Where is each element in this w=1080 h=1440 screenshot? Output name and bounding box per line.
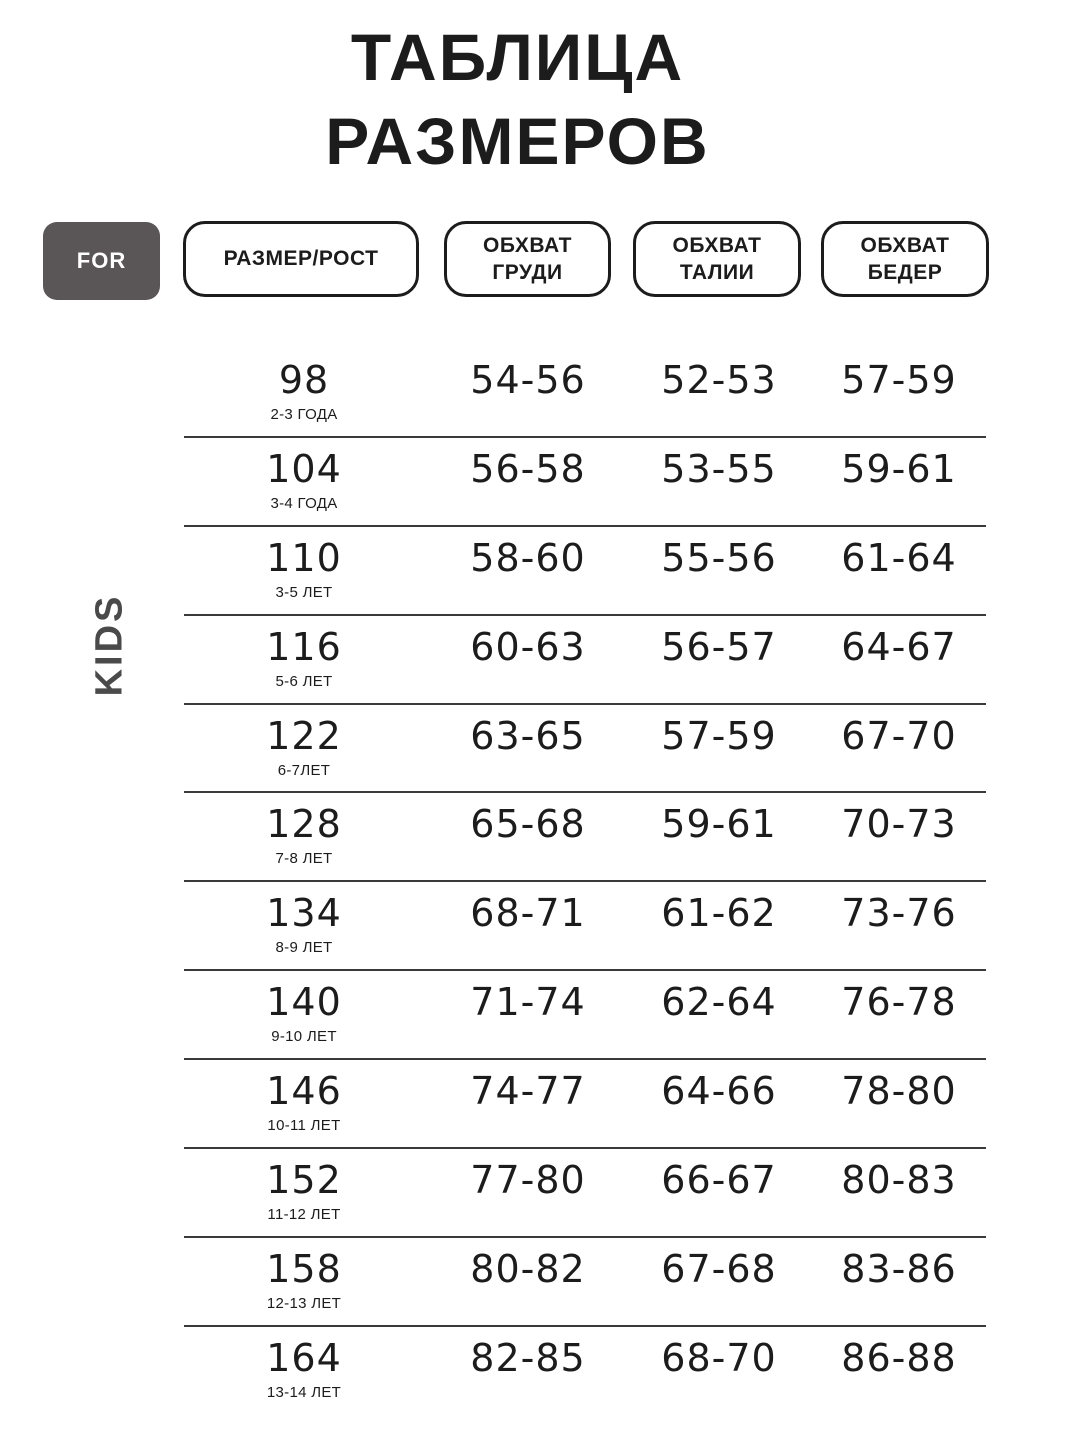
age-range: 2-3 ГОДА (270, 406, 338, 423)
chest-value: 71-74 (470, 980, 586, 1025)
table-row (0, 1149, 1080, 1238)
size-cell (184, 713, 424, 779)
size-value: 110 (266, 535, 342, 580)
size-cell (184, 1069, 424, 1135)
age-range: 9-10 ЛЕТ (271, 1028, 337, 1046)
table-row (0, 1238, 1080, 1327)
size-cell (184, 802, 424, 868)
hips-value: 78-80 (841, 1069, 957, 1114)
waist-value: 57-59 (661, 713, 777, 758)
hips-value: 61-64 (841, 535, 957, 580)
header-chest: ОБХВАТ ГРУДИ (444, 221, 611, 297)
hips-value: 86-88 (841, 1335, 957, 1380)
hips-value: 70-73 (841, 802, 957, 847)
hips-value: 59-61 (841, 446, 957, 491)
table-row (0, 882, 1080, 971)
size-cell (184, 1158, 424, 1224)
hips-value: 57-59 (841, 358, 957, 402)
chest-value: 56-58 (470, 446, 586, 491)
size-value: 98 (278, 358, 330, 402)
waist-value: 55-56 (661, 535, 777, 580)
age-range: 8-9 ЛЕТ (275, 939, 333, 957)
waist-value: 64-66 (661, 1069, 777, 1114)
chest-value: 60-63 (470, 624, 586, 669)
table-row (0, 1327, 1080, 1416)
hips-value: 83-86 (841, 1246, 957, 1291)
table-row (0, 349, 1080, 438)
chest-value: 63-65 (470, 713, 586, 758)
chest-value: 58-60 (470, 535, 586, 580)
waist-value: 53-55 (661, 446, 777, 491)
size-cell (184, 446, 424, 512)
size-cell (184, 535, 424, 601)
age-range: 6-7ЛЕТ (277, 761, 331, 779)
for-badge: FOR (43, 222, 160, 300)
header-hips: ОБХВАТ БЕДЕР (821, 221, 989, 297)
chest-value: 80-82 (470, 1246, 586, 1291)
size-value: 164 (266, 1335, 342, 1380)
waist-value: 52-53 (661, 358, 777, 402)
size-value: 128 (266, 802, 342, 847)
age-range: 7-8 ЛЕТ (275, 850, 333, 868)
chest-value: 74-77 (470, 1069, 586, 1114)
table-row (0, 1060, 1080, 1149)
waist-value: 61-62 (661, 891, 777, 936)
size-value: 104 (266, 446, 342, 491)
header-waist: ОБХВАТ ТАЛИИ (633, 221, 801, 297)
size-cell (184, 891, 424, 957)
chest-value: 54-56 (470, 358, 586, 402)
waist-value: 66-67 (661, 1158, 777, 1203)
hips-value: 67-70 (841, 713, 957, 758)
table-row (0, 705, 1080, 794)
waist-value: 68-70 (661, 1335, 777, 1380)
chest-value: 77-80 (470, 1158, 586, 1203)
age-range: 12-13 ЛЕТ (266, 1294, 342, 1312)
chest-value: 68-71 (470, 891, 586, 936)
age-range: 3-4 ГОДА (270, 494, 338, 512)
chest-value: 65-68 (470, 802, 586, 847)
hips-value: 64-67 (841, 624, 957, 669)
size-cell (184, 1335, 424, 1401)
size-cell (184, 624, 424, 690)
age-range: 11-12 ЛЕТ (267, 1206, 341, 1224)
size-value: 122 (266, 713, 342, 758)
waist-value: 62-64 (661, 980, 777, 1025)
age-range: 3-5 ЛЕТ (275, 583, 333, 601)
table-row (0, 438, 1080, 527)
size-value: 152 (266, 1158, 342, 1203)
size-cell (184, 980, 424, 1046)
age-range: 13-14 ЛЕТ (266, 1383, 342, 1401)
age-range: 5-6 ЛЕТ (275, 672, 333, 690)
header-size-height: РАЗМЕР/РОСТ (183, 221, 419, 297)
table-row (0, 971, 1080, 1060)
hips-value: 73-76 (841, 891, 957, 936)
hips-value: 76-78 (841, 980, 957, 1025)
page-title-line-1: ТАБЛИЦА (350, 20, 685, 94)
size-value: 140 (266, 980, 342, 1025)
size-cell (184, 1246, 424, 1312)
size-value: 158 (266, 1246, 342, 1291)
page-title-line-2: РАЗМЕРОВ (325, 104, 710, 178)
table-row (0, 616, 1080, 705)
size-value: 146 (266, 1069, 342, 1114)
chest-value: 82-85 (470, 1335, 586, 1380)
size-value: 134 (266, 891, 342, 936)
kids-side-label: KIDS (88, 593, 131, 697)
waist-value: 59-61 (661, 802, 777, 847)
table-row (0, 527, 1080, 616)
age-range: 10-11 ЛЕТ (267, 1117, 341, 1135)
waist-value: 67-68 (661, 1246, 777, 1291)
waist-value: 56-57 (661, 624, 777, 669)
size-value: 116 (266, 624, 342, 669)
hips-value: 80-83 (841, 1158, 957, 1203)
size-cell (184, 358, 424, 423)
table-row (0, 793, 1080, 882)
size-table (0, 349, 1080, 1416)
